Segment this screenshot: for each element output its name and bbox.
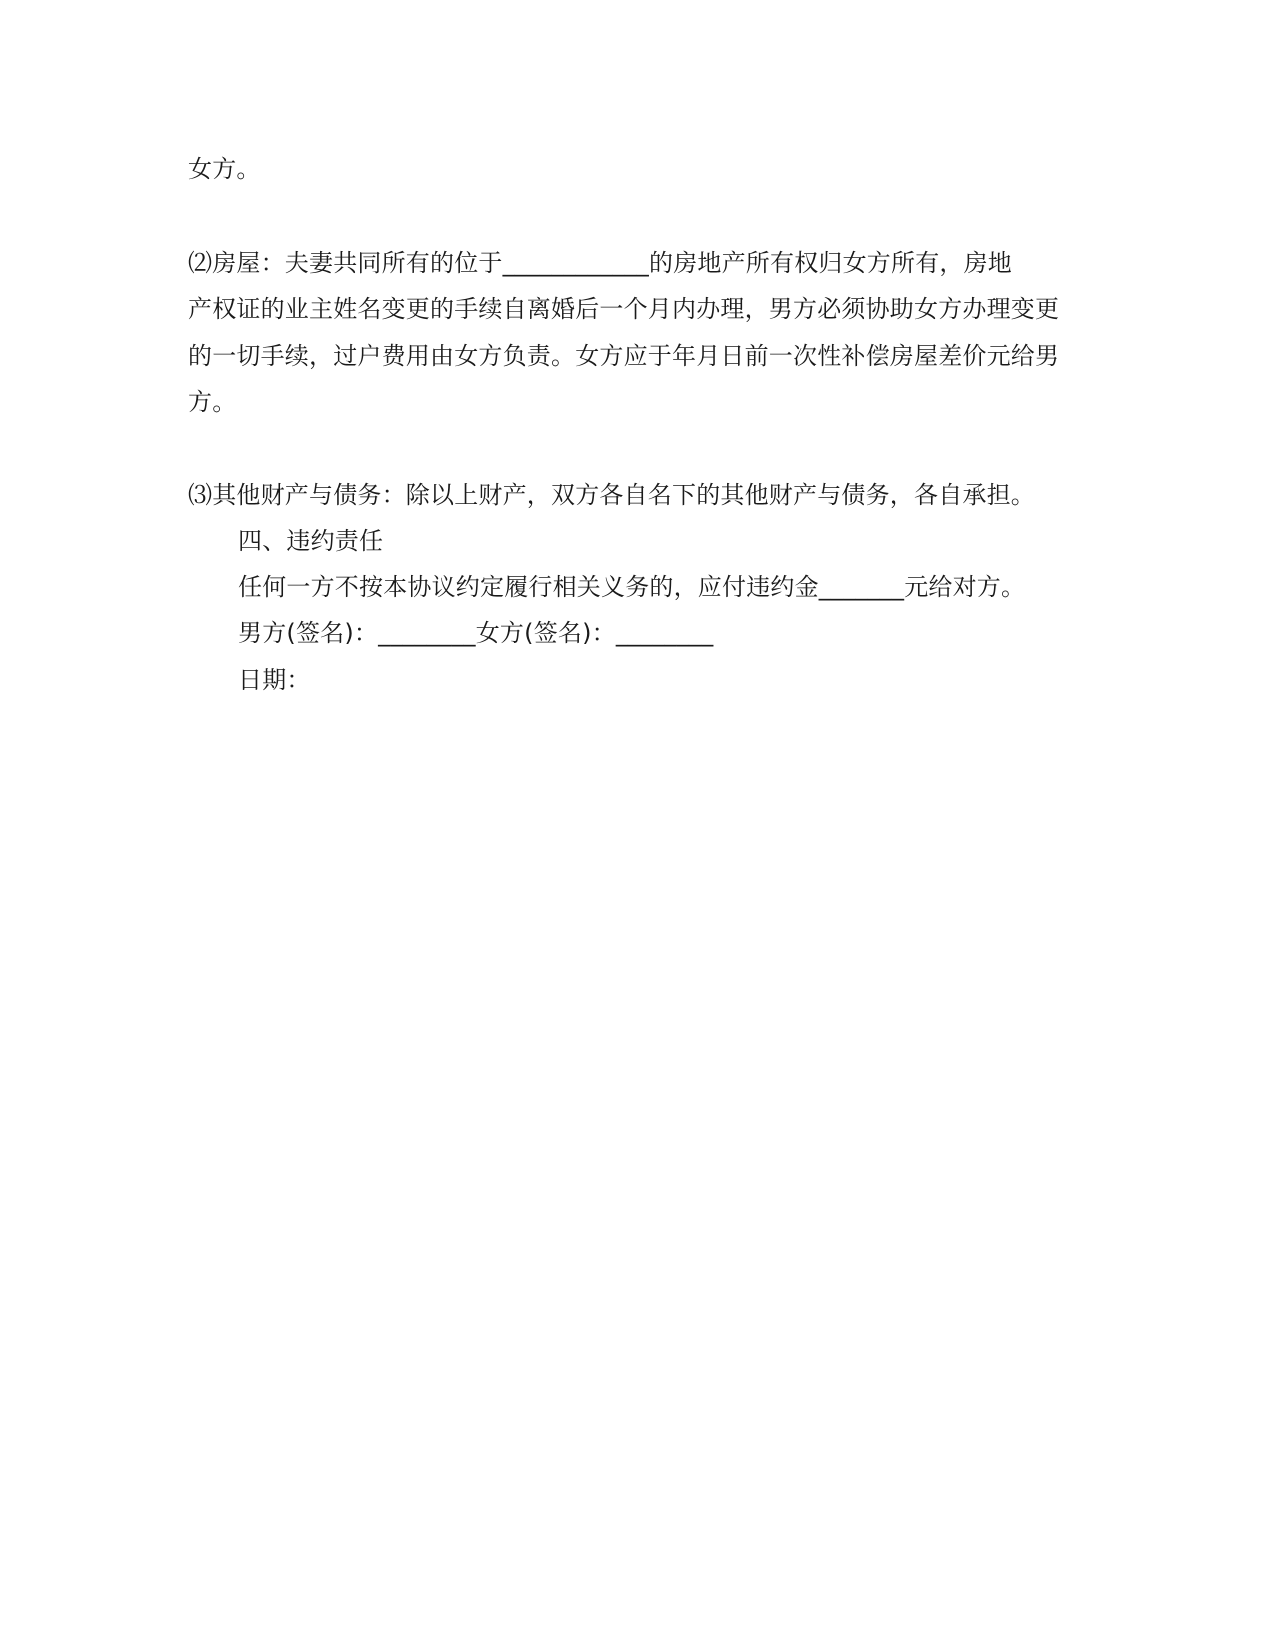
paragraph-2-line-3: 的一切手续，过户费用由女方负责。女方应于年月日前一次性补偿房屋差价元给男 (188, 342, 1060, 370)
paragraph-3: ⑶其他财产与债务：除以上财产，双方各自名下的其他财产与债务，各自承担。 (188, 481, 1035, 509)
paragraph-2-line-4: 方。 (188, 388, 237, 416)
continuation-line: 女方。 (188, 155, 261, 183)
paragraph-2-line-1: ⑵房屋：夫妻共同所有的位于____________的房地产所有权归女方所有，房地 (188, 249, 1012, 277)
paragraph-2-line-2: 产权证的业主姓名变更的手续自离婚后一个月内办理，男方必须协助女方办理变更 (188, 295, 1060, 323)
signature-line: 男方(签名)：________女方(签名)：________ (238, 619, 714, 647)
date-label: 日期： (238, 666, 311, 694)
section-4-body: 任何一方不按本协议约定履行相关义务的，应付违约金_______元给对方。 (238, 573, 1026, 601)
section-4-heading: 四、违约责任 (238, 527, 384, 555)
